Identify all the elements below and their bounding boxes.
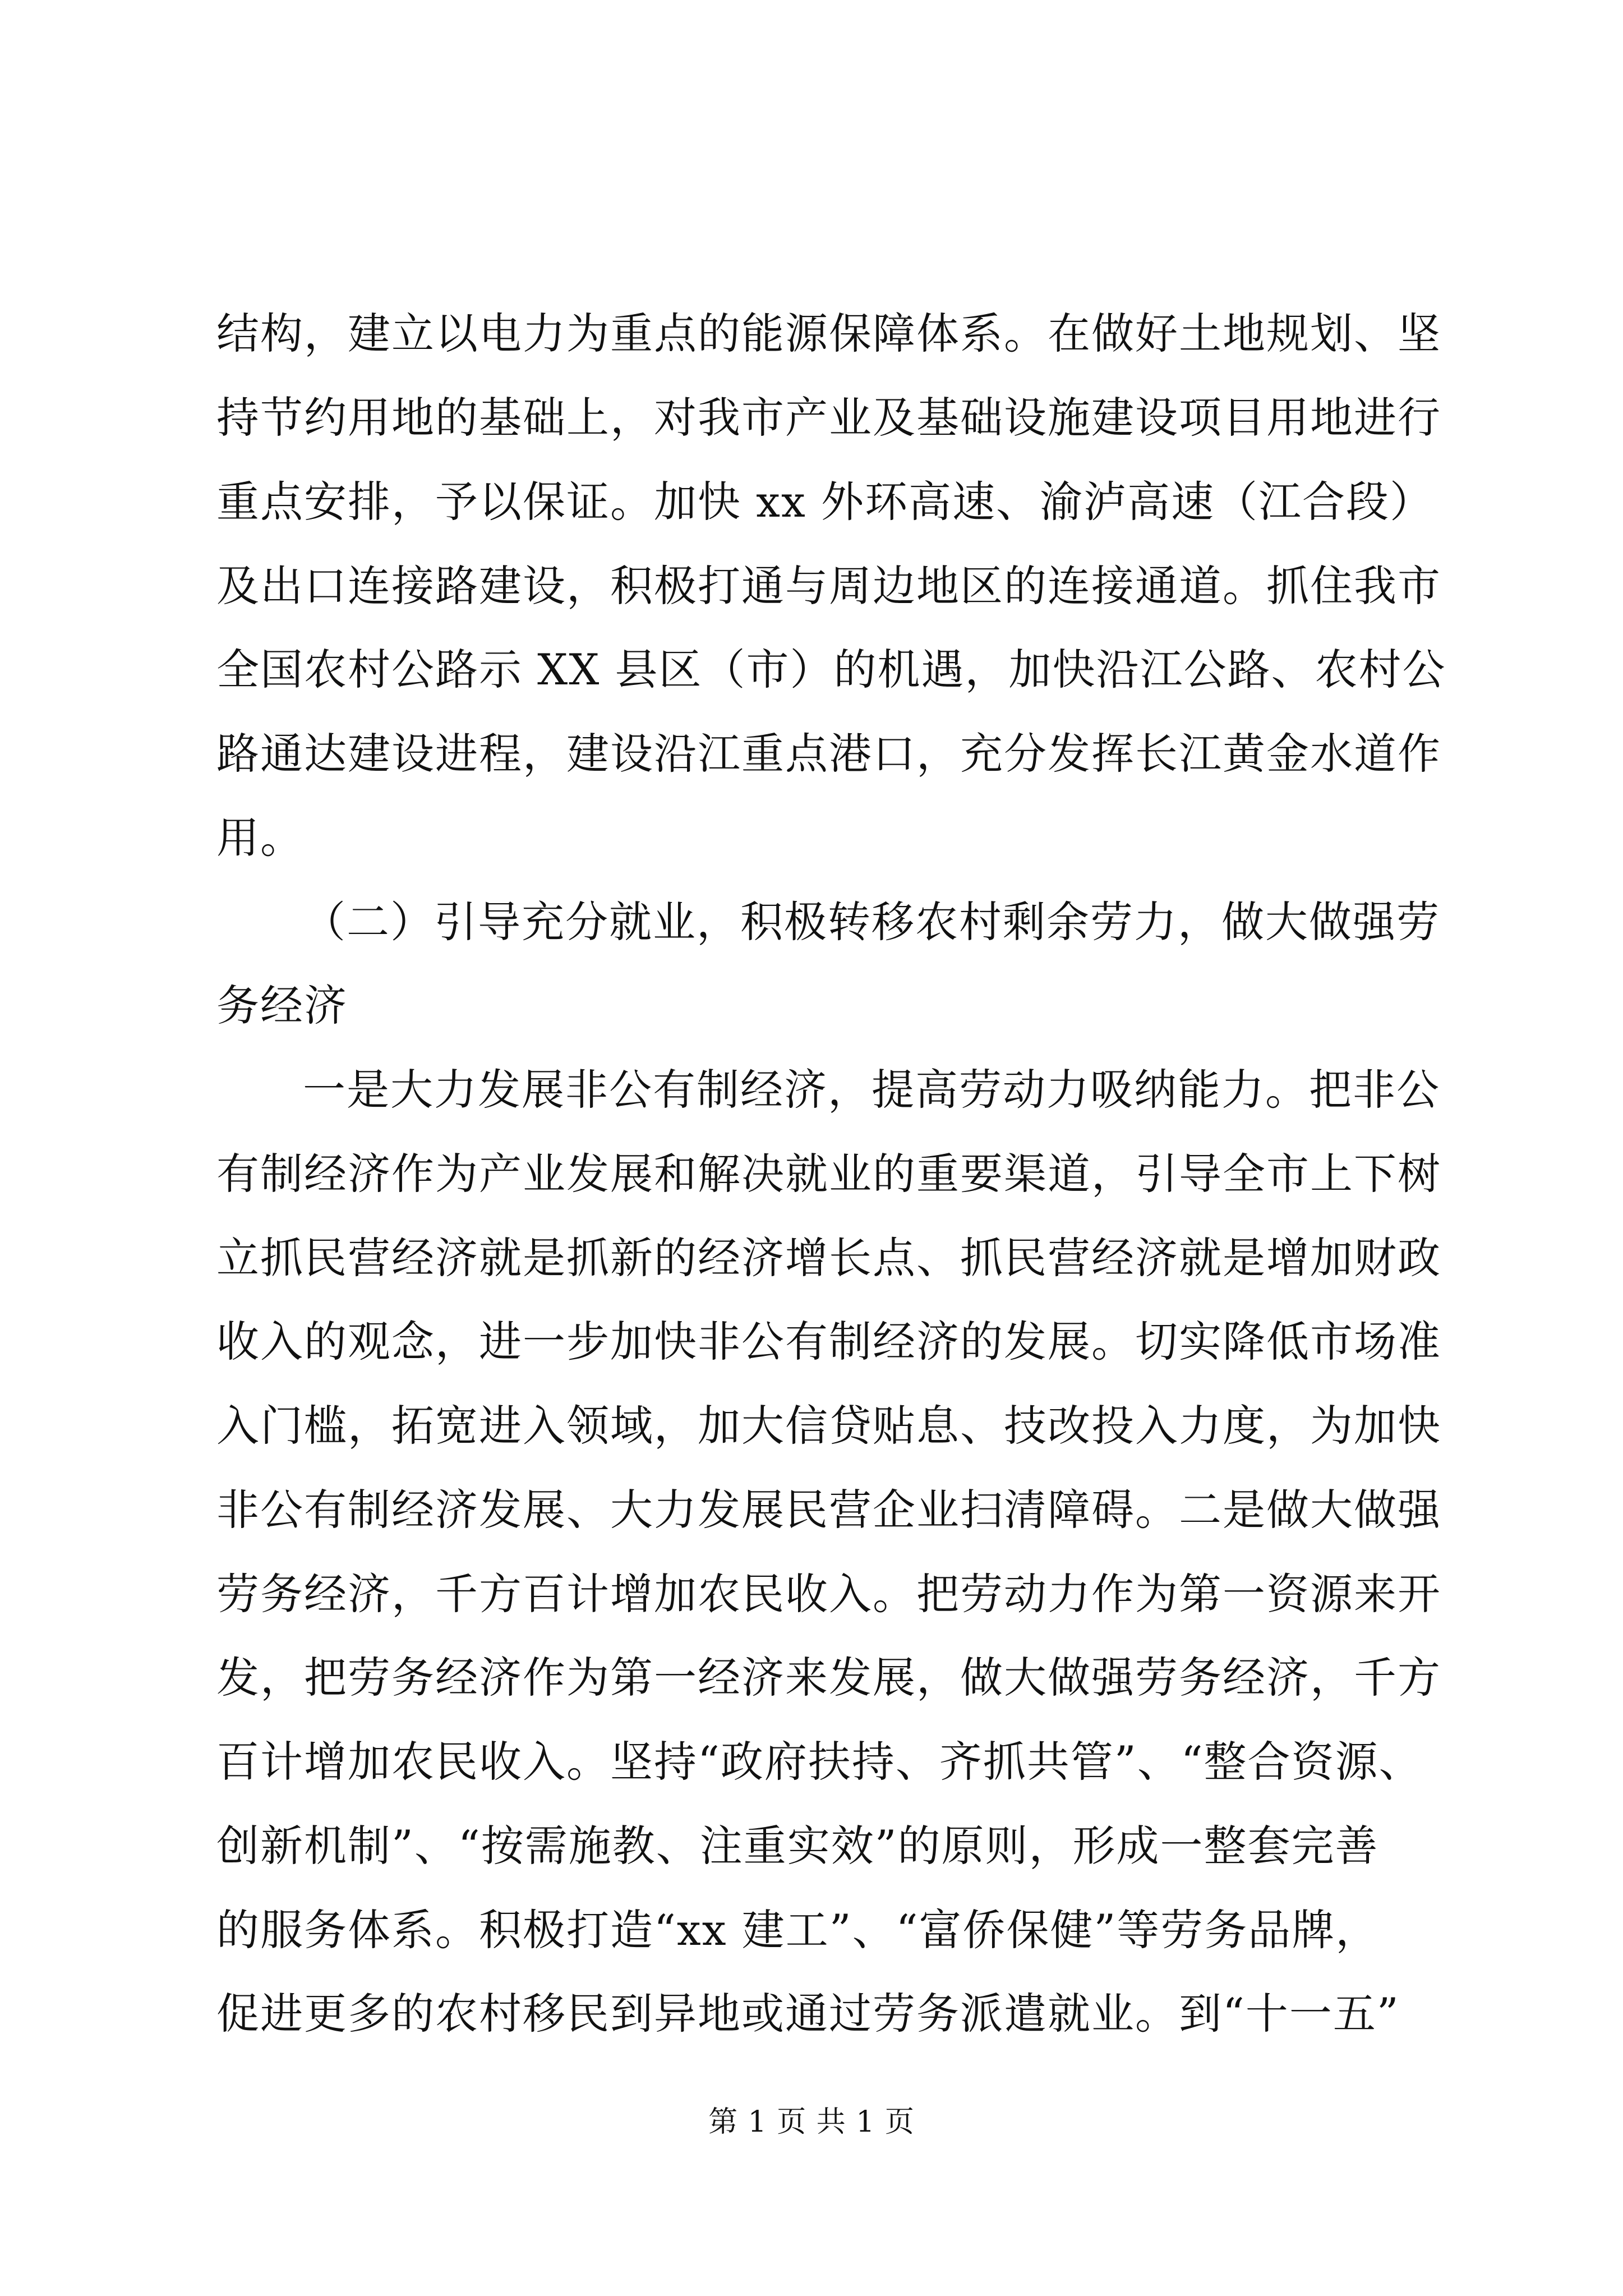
body-line-16: 劳务经济，千方百计增加农民收入。把劳动力作为第一资源来开	[216, 1569, 1441, 1619]
section-heading-line-2: 务经济	[216, 981, 348, 1030]
section-heading-line-1: （二）引导充分就业，积极转移农村剩余劳力，做大做强劳	[303, 897, 1440, 947]
body-line-20: 的服务体系。积极打造“xx 建工”、“富侨保健”等劳务品牌，	[216, 1905, 1380, 1955]
body-line-13: 收入的观念，进一步加快非公有制经济的发展。切实降低市场准	[216, 1317, 1441, 1366]
body-line-18: 百计增加农民收入。坚持“政府扶持、齐抓共管”、“整合资源、	[216, 1737, 1423, 1787]
body-line-5: 全国农村公路示 XX 县区（市）的机遇，加快沿江公路、农村公	[216, 645, 1446, 694]
page-footer: 第 1 页 共 1 页	[708, 2105, 915, 2139]
body-line-2: 持节约用地的基础上，对我市产业及基础设施建设项目用地进行	[216, 393, 1441, 443]
body-line-4: 及出口连接路建设，积极打通与周边地区的连接通道。抓住我市	[216, 561, 1441, 611]
body-line-21: 促进更多的农村移民到异地或通过劳务派遣就业。到“十一五”	[216, 1989, 1400, 2039]
body-line-15: 非公有制经济发展、大力发展民营企业扫清障碍。二是做大做强	[216, 1485, 1441, 1535]
body-line-3: 重点安排，予以保证。加快 xx 外环高速、渝泸高速（江合段）	[216, 477, 1434, 527]
body-line-6: 路通达建设进程，建设沿江重点港口，充分发挥长江黄金水道作	[216, 729, 1441, 779]
body-line-10: 一是大力发展非公有制经济，提高劳动力吸纳能力。把非公	[303, 1065, 1440, 1115]
body-line-14: 入门槛，拓宽进入领域，加大信贷贴息、技改投入力度，为加快	[216, 1401, 1441, 1451]
body-line-12: 立抓民营经济就是抓新的经济增长点、抓民营经济就是增加财政	[216, 1233, 1441, 1283]
body-line-11: 有制经济作为产业发展和解决就业的重要渠道，引导全市上下树	[216, 1149, 1441, 1199]
body-line-19: 创新机制”、“按需施教、注重实效”的原则，形成一整套完善	[216, 1821, 1379, 1871]
body-line-1: 结构，建立以电力为重点的能源保障体系。在做好土地规划、坚	[216, 309, 1441, 358]
body-line-17: 发，把劳务经济作为第一经济来发展，做大做强劳务经济，千方	[216, 1653, 1441, 1703]
body-line-7: 用。	[216, 813, 304, 863]
